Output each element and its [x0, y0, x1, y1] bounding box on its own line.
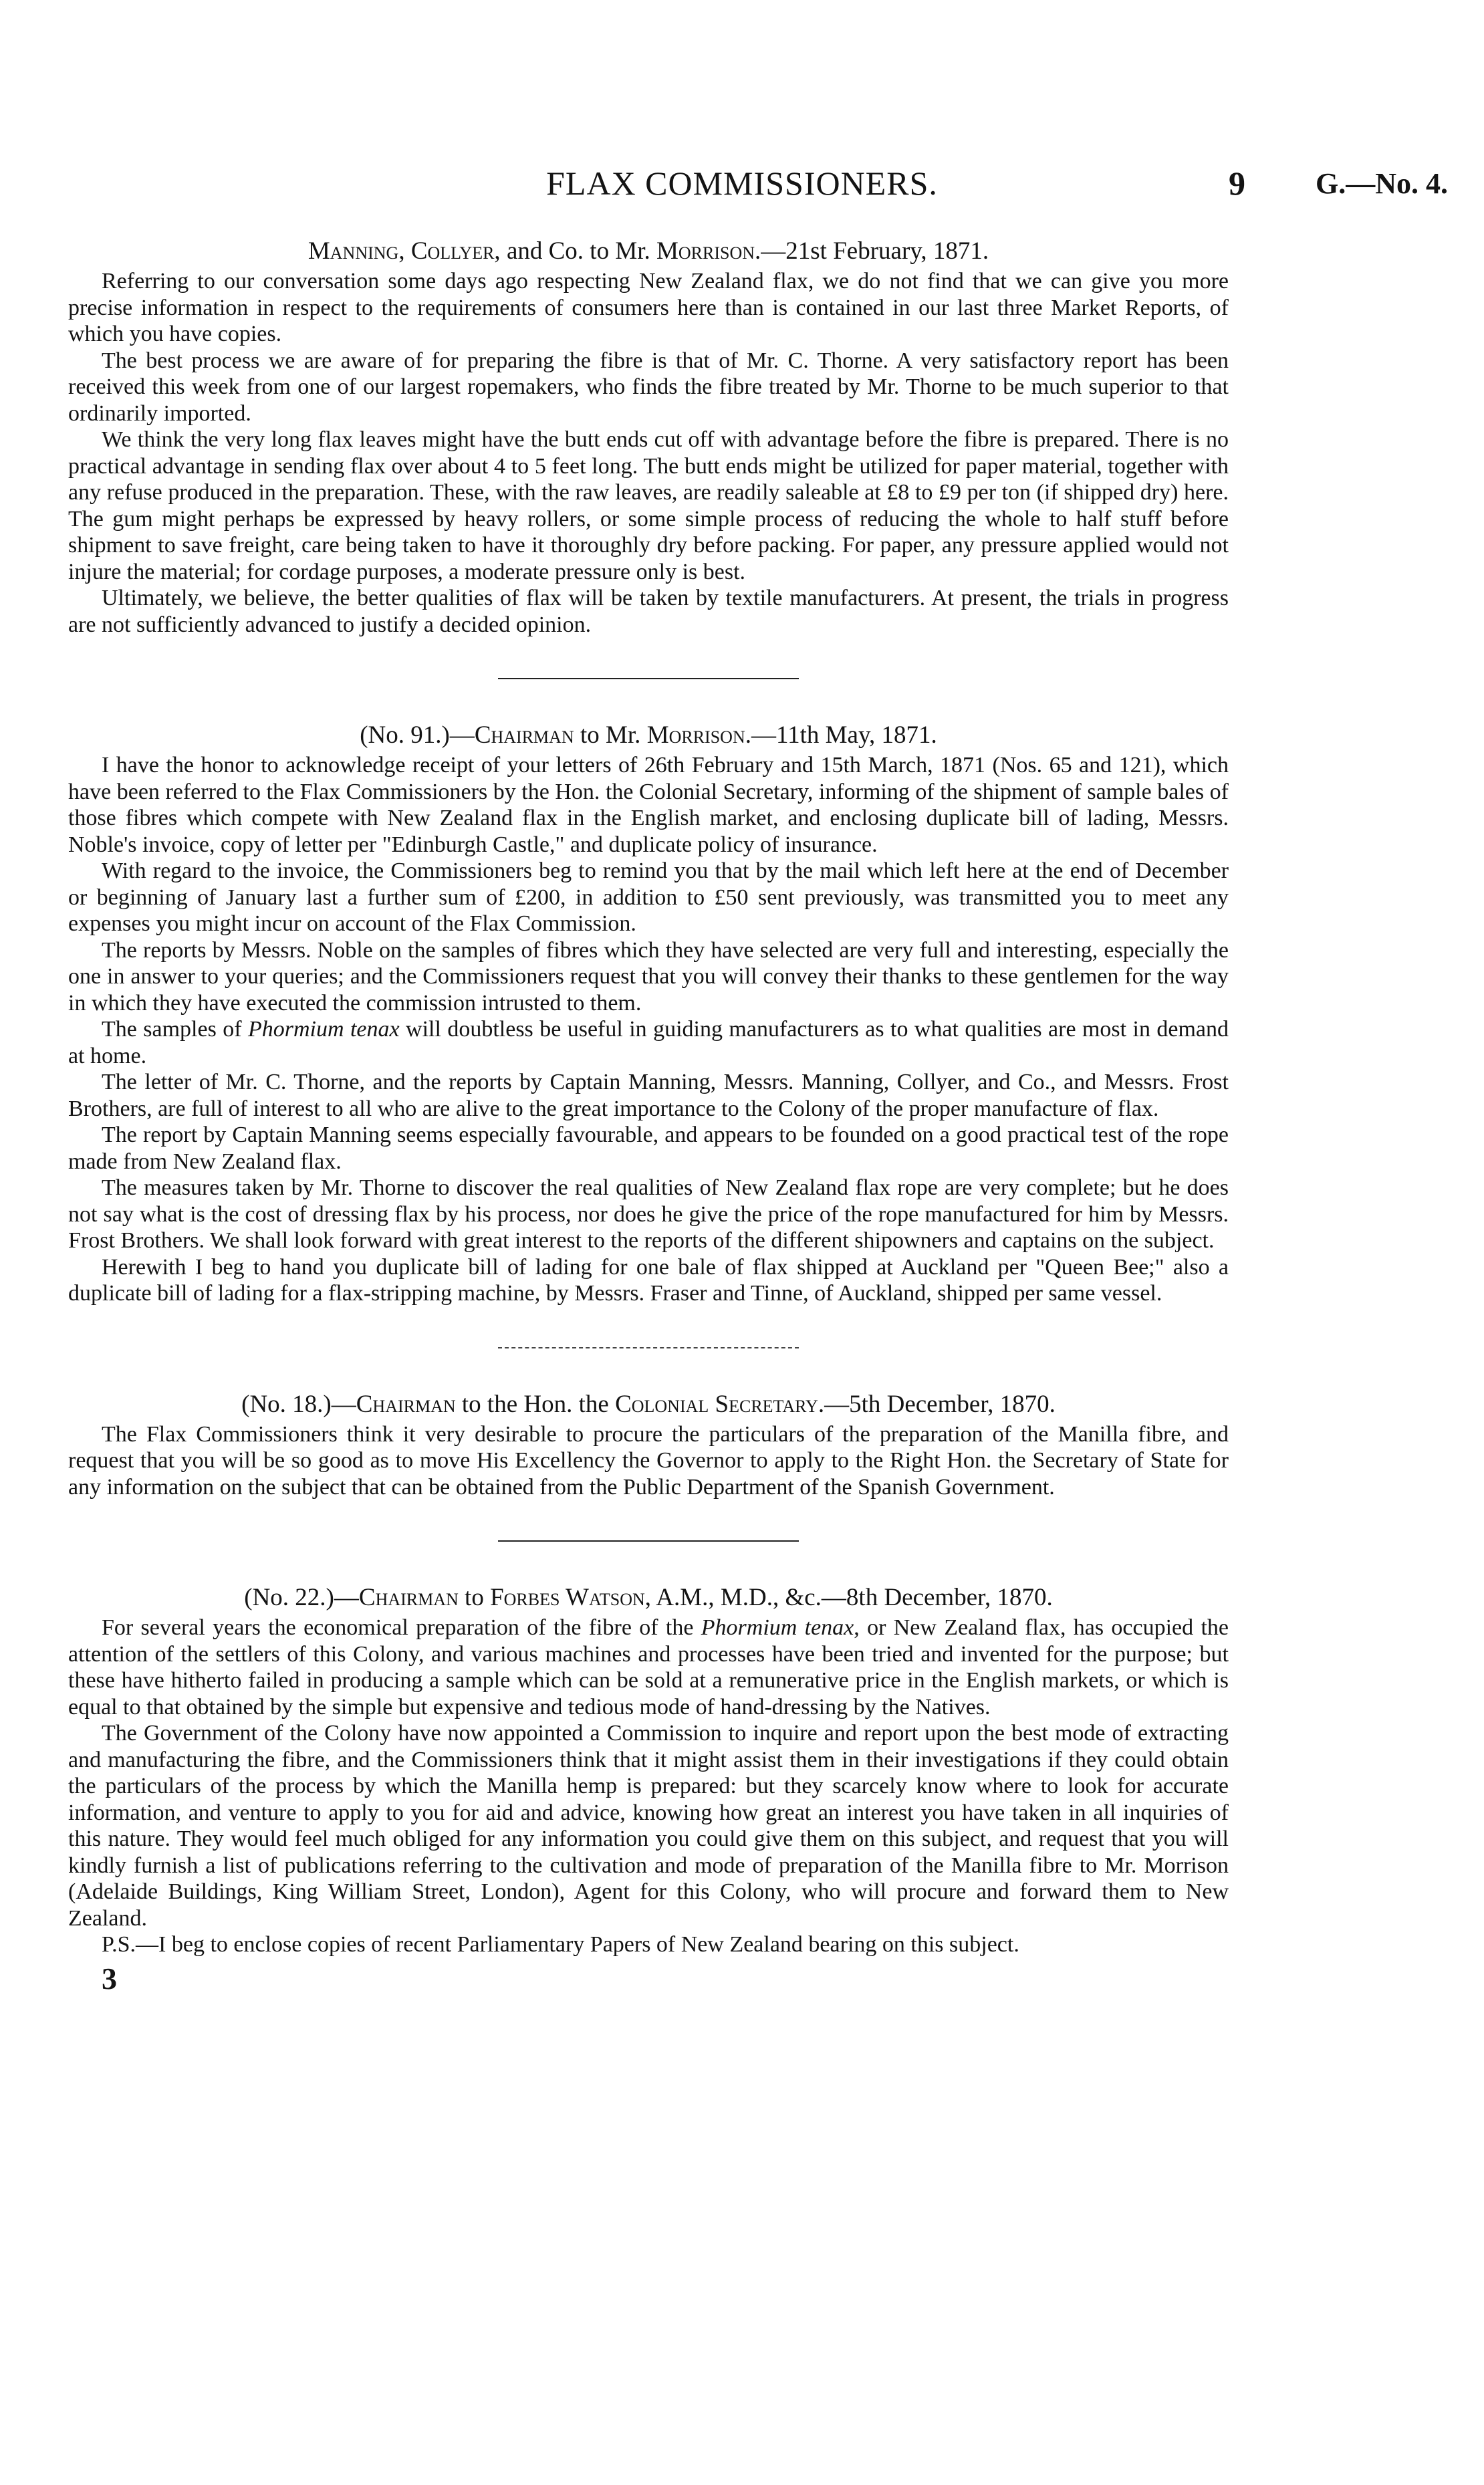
heading-date: .—5th December, 1870. [818, 1390, 1056, 1418]
heading-date: , A.M., M.D., &c.—8th December, 1870. [644, 1584, 1053, 1611]
paragraph: Herewith I beg to hand you duplicate bill of lading for one bale of flax shipped at Auckland per "Queen Bee;" also a duplicate bill of lading for a flax-stripping machine, by Messrs. Fraser and Tinne, of Auckland, shipped per same vessel. [68, 1254, 1229, 1306]
paragraph: We think the very long flax leaves might have the butt ends cut off with advantage before the fibre is prepared. There is no practical advantage in sending flax over about 4 to 5 feet long. The butt ends might be utilized for paper material, together with any refuse produced in the preparation. These, with the raw leaves, are readily saleable at £8 to £9 per ton (if shipped dry) here. The gum might perhaps be expressed by heavy rollers, or some simple process of reducing the whole to half stuff before shipment to save freight, care being taken to have it thoroughly dry before packing. For paper, any pressure applied would not injure the material; for cordage purposes, a moderate pressure only is best. [68, 427, 1229, 584]
paragraph: P.S.—I beg to enclose copies of recent Parliamentary Papers of New Zealand bearing on this subject. [102, 1932, 1019, 1957]
section-divider [498, 1347, 799, 1348]
paragraph: For several years the economical preparation of the fibre of the Phormium tenax, or New Zealand flax, has occupied the attention of the settlers of this Colony, and various machines and processes have been tried and invented for the purpose; but these have hitherto failed in producing a sample which can be sold at a remunerative price in the English markets, or which is equal to that obtained by the simple but expensive and tedious mode of hand-dressing by the Natives. [68, 1615, 1229, 1720]
heading-prefix: (No. 91.)— [360, 721, 475, 749]
running-head-title: FLAX COMMISSIONERS. [546, 164, 938, 202]
section-divider [498, 678, 799, 679]
heading-middle: to Mr. [574, 721, 647, 749]
section-divider [498, 1540, 799, 1542]
heading-date: .—21st February, 1871. [755, 237, 989, 265]
heading-prefix: (No. 18.)— [241, 1390, 356, 1418]
letter-heading [68, 237, 1229, 265]
botanical-name: Phormium tenax [701, 1615, 854, 1640]
letter-no-18 [68, 1391, 1229, 1501]
letter-heading [68, 1584, 1229, 1612]
page-number: 9 [1229, 164, 1245, 202]
paragraph: The report by Captain Manning seems especially favourable, and appears to be founded on a good practical test of the rope made from New Zealand flax. [68, 1122, 1229, 1174]
paragraph: The measures taken by Mr. Thorne to discover the real qualities of New Zealand flax rope are very complete; but he does not say what is the cost of dressing flax by his process, nor does he give the price of the rope manufactured for him by Messrs. Frost Brothers. We shall look forward with great interest to the reports of the different shipowners and captains on the subject. [68, 1175, 1229, 1253]
heading-from: Chairman [358, 1584, 459, 1611]
paragraph: Ultimately, we believe, the better qualities of flax will be taken by textile manufacturers. At present, the trials in progress are not sufficiently advanced to justify a decided opinion. [68, 586, 1229, 637]
letters-body [68, 237, 1229, 1996]
botanical-name: Phormium tenax [247, 1017, 400, 1042]
paragraph: I have the honor to acknowledge receipt of your letters of 26th February and 15th March, 1871 (Nos. 65 and 121), which have been referred to the Flax Commissioners by the Hon. the Colonial Secretary, informing of the shipment of sample bales of those fibres which compete with New Zealand flax in the English market, and enclosing duplicate bill of lading, Messrs. Noble's invoice, copy of letter per "Edinburgh Castle," and duplicate policy of insurance. [68, 753, 1229, 857]
heading-middle: to the Hon. the [455, 1390, 616, 1418]
paragraph: The reports by Messrs. Noble on the samples of fibres which they have selected are very full and interesting, especially the one in answer to your queries; and the Commissioners request that you will convey their thanks to these gentlemen for the way in which they have executed the commission intrusted to them. [68, 937, 1229, 1016]
heading-date: .—11th May, 1871. [745, 721, 937, 749]
letter-heading [68, 1391, 1229, 1419]
paragraph: The Government of the Colony have now appointed a Commission to inquire and report upon the best mode of extracting and manufacturing the fibre, and the Commissioners think that it might assist them in their investigations if they could obtain the particulars of the process by which the Manilla hemp is prepared: but they scarcely know where to look for accurate information, and venture to apply to you for aid and advice, knowing how great an interest you have taken in all inquiries of this nature. They would feel much obliged for any information you could give them on this subject, and request that you will kindly furnish a list of publications referring to the cultivation and mode of preparation of the Manilla fibre to Mr. Morrison (Adelaide Buildings, King William Street, London), Agent for this Colony, who will procure and forward them to New Zealand. [68, 1721, 1229, 1931]
letter-no-22 [68, 1584, 1229, 1996]
letter-heading [68, 721, 1229, 749]
paragraph: The best process we are aware of for preparing the fibre is that of Mr. C. Thorne. A very satisfactory report has been received this week from one of our largest ropemakers, who finds the fibre treated by Mr. Thorne to be much superior to that ordinarily imported. [68, 348, 1229, 426]
heading-to: Forbes Watson [490, 1584, 645, 1611]
signature-mark: 3 [102, 1961, 117, 1996]
heading-from: Chairman [474, 721, 574, 749]
running-head [0, 164, 1484, 211]
heading-middle: to [458, 1584, 491, 1611]
letter-manning-collyer [68, 237, 1229, 638]
heading-from: Chairman [356, 1390, 456, 1418]
heading-to: Morrison [656, 237, 755, 265]
heading-from: Manning, Collyer, [307, 237, 501, 265]
paragraph: The samples of Phormium tenax will doubtless be useful in guiding manufacturers as to what qualities are most in demand at home. [68, 1017, 1229, 1068]
paragraph: Referring to our conversation some days ago respecting New Zealand flax, we do not find that we can give you more precise information in respect to the requirements of consumers here than is contained in our last three Market Reports, of which you have copies. [68, 269, 1229, 346]
paragraph: The letter of Mr. C. Thorne, and the reports by Captain Manning, Messrs. Manning, Collyer, and Co., and Messrs. Frost Brothers, are full of interest to all who are alive to the great importance to the Colony of the proper manufacture of flax. [68, 1070, 1229, 1121]
paragraph: The Flax Commissioners think it very desirable to procure the particulars of the preparation of the Manilla fibre, and request that you will be so good as to move His Excellency the Governor to apply to the Right Hon. the Secretary of State for any information on the subject that can be obtained from the Public Department of the Spanish Government. [68, 1421, 1229, 1500]
paper-reference: G.—No. 4. [1316, 167, 1448, 200]
heading-to: Colonial Secretary [615, 1390, 818, 1418]
heading-to: Morrison [646, 721, 745, 749]
paragraph: With regard to the invoice, the Commissioners beg to remind you that by the mail which left here at the end of December or beginning of January last a further sum of £200, in addition to £50 sent previously, was transmitted you to meet any expenses you might incur on account of the Flax Commission. [68, 858, 1229, 936]
heading-prefix: (No. 22.)— [244, 1584, 359, 1611]
heading-middle: and Co. to Mr. [500, 237, 656, 265]
letter-no-91 [68, 721, 1229, 1307]
